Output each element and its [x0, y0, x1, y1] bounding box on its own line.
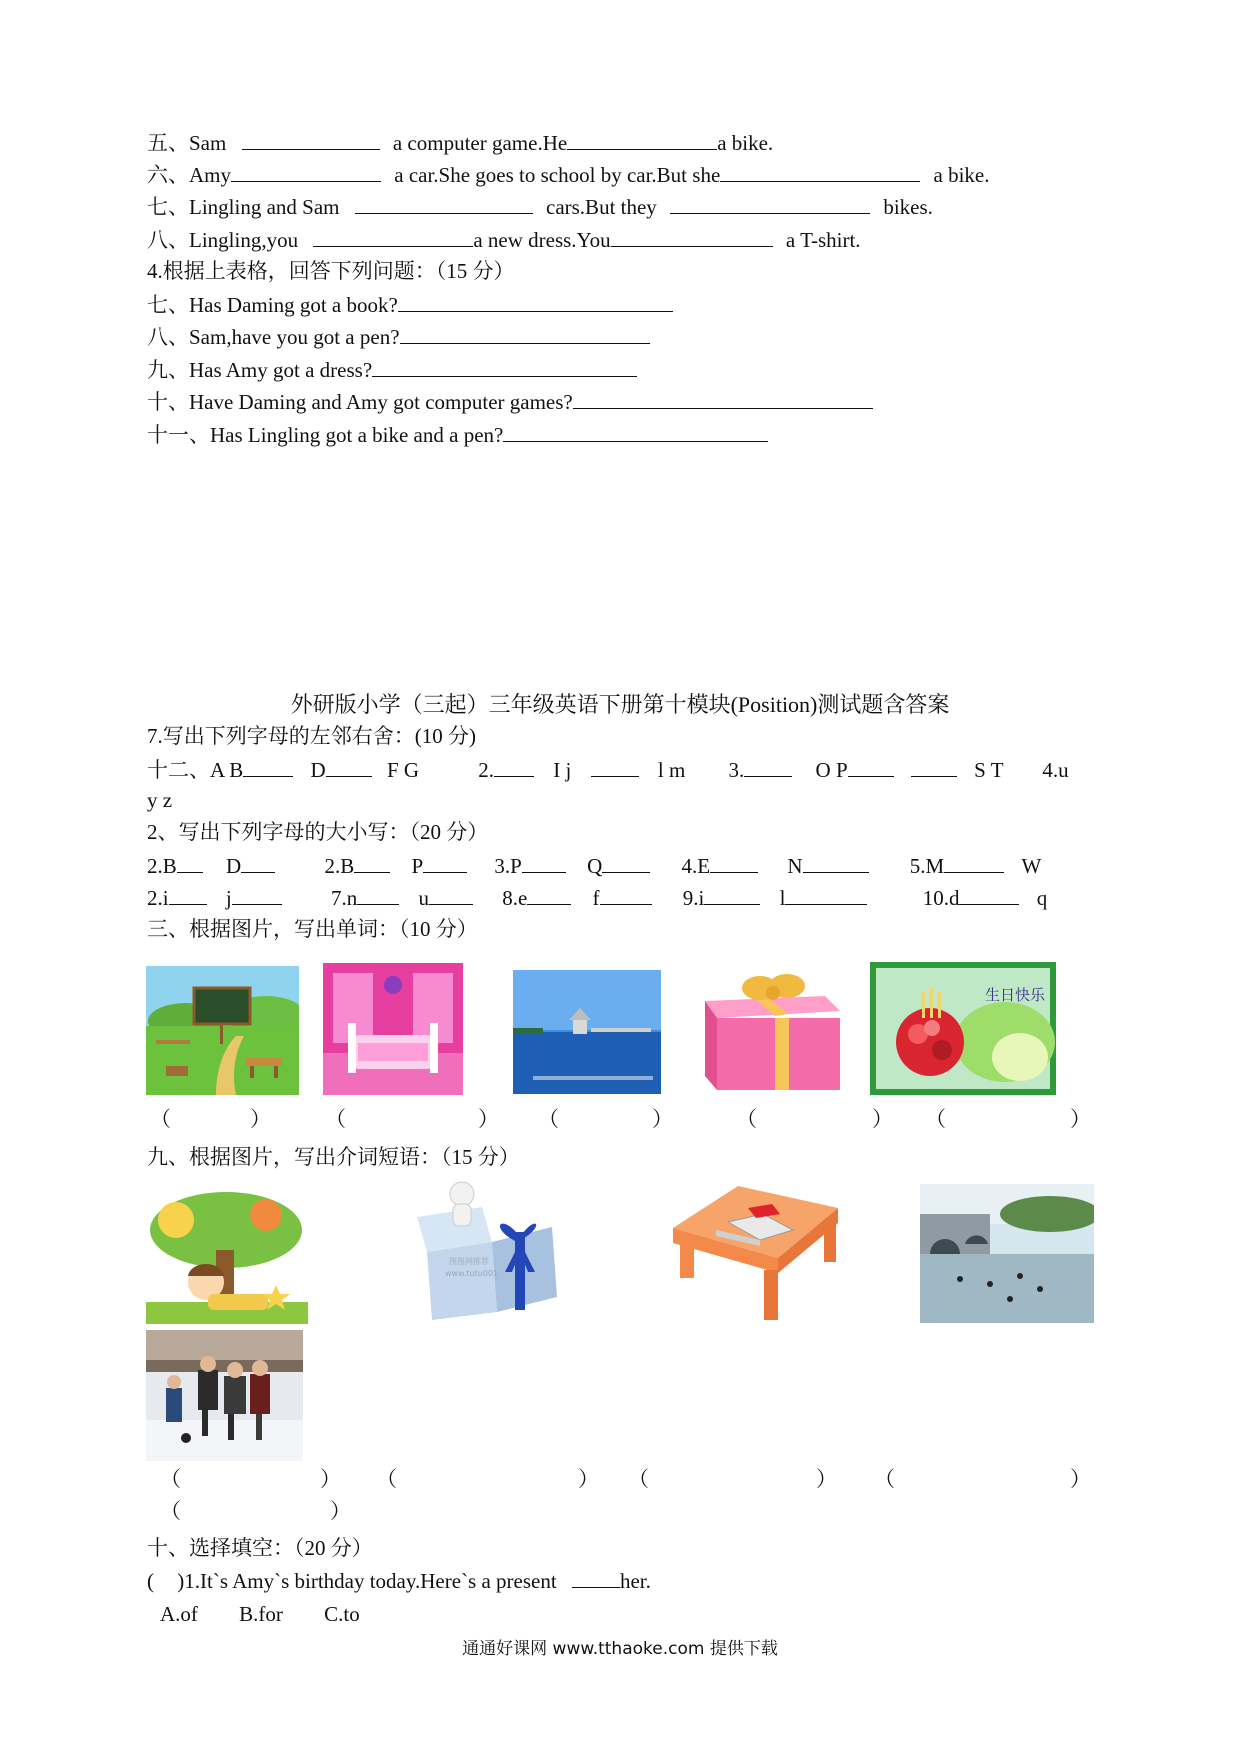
answer-blank[interactable] — [231, 161, 381, 182]
answer-blank[interactable] — [398, 291, 673, 312]
answer-blank[interactable] — [704, 884, 760, 905]
answer-blank[interactable] — [355, 193, 533, 214]
question-line: 十、Have Daming and Amy got computer games? — [147, 388, 873, 416]
section-heading: 九、根据图片，写出介词短语：（15 分） — [147, 1145, 520, 1169]
section-heading: 十、选择填空：（20 分） — [147, 1536, 373, 1560]
answer-blank[interactable] — [354, 852, 390, 873]
answer-blank[interactable] — [494, 756, 534, 777]
answer-blank[interactable] — [720, 161, 920, 182]
playground-picture — [146, 966, 299, 1095]
birthday-card-text: 生日快乐 — [985, 986, 1046, 1004]
box-picture — [387, 1172, 583, 1324]
answer-blank[interactable] — [591, 756, 639, 777]
picture-answer-row-1: （ ） （ ） （ ） （ ） （ ） — [150, 1107, 1091, 1131]
answer-blank[interactable] — [944, 852, 1004, 873]
answer-blank[interactable] — [600, 884, 652, 905]
book-on-table-picture — [668, 1178, 842, 1323]
question-line: 十一、Has Lingling got a bike and a pen? — [147, 421, 768, 449]
answer-blank[interactable] — [232, 884, 282, 905]
answer-blank[interactable] — [243, 756, 293, 777]
birthday-card-picture — [870, 962, 1056, 1095]
question-line: 九、Has Amy got a dress? — [147, 356, 637, 384]
answer-blank[interactable] — [911, 756, 957, 777]
answer-blank[interactable] — [602, 852, 650, 873]
answer-blank[interactable] — [372, 356, 637, 377]
case-row-2: 2.i j 7.n u 8.e f 9.i l 10.d q — [147, 886, 1048, 910]
answer-blank[interactable] — [803, 852, 869, 873]
answer-blank[interactable] — [326, 756, 372, 777]
letters-line: 十二、A B D F G 2. I j l m 3. O P S T 4.u — [147, 758, 1069, 782]
fill-line-8: 八、Lingling,you a new dress.You a T-shirt. — [147, 228, 861, 252]
answer-blank[interactable] — [527, 884, 571, 905]
choice-options — [160, 1600, 360, 1628]
lake-picture — [513, 970, 661, 1094]
answer-blank[interactable] — [785, 884, 867, 905]
letters-wrap: y z — [147, 788, 173, 812]
option-c[interactable]: C.to — [324, 1602, 360, 1626]
answer-blank[interactable] — [959, 884, 1019, 905]
river-bridge-picture — [920, 1184, 1094, 1323]
child-under-tree-picture — [146, 1190, 308, 1324]
option-b[interactable]: B.for — [239, 1602, 283, 1626]
answer-blank[interactable] — [522, 852, 566, 873]
case-row-1: 2.B D 2.B P 3.P Q 4.E N 5.M W — [147, 854, 1042, 878]
question-line: 七、Has Daming got a book? — [147, 291, 673, 319]
section-heading: 三、根据图片，写出单词：（10 分） — [147, 917, 478, 941]
answer-blank[interactable] — [670, 193, 870, 214]
bedroom-picture — [323, 963, 463, 1095]
fill-line-6: 六、Amy a car.She goes to school by car.But she a bike. — [147, 163, 990, 187]
section-heading: 2、写出下列字母的大小写：（20 分） — [147, 820, 489, 844]
children-playing-snow-picture — [146, 1330, 303, 1461]
option-a[interactable]: A.of — [160, 1602, 198, 1626]
section-heading: 4.根据上表格，回答下列问题：（15 分） — [147, 259, 515, 283]
fill-line-7: 七、Lingling and Sam cars.But they bikes. — [147, 195, 933, 219]
answer-blank[interactable] — [503, 421, 768, 442]
answer-blank[interactable] — [848, 756, 894, 777]
answer-blank[interactable] — [573, 388, 873, 409]
answer-blank[interactable] — [241, 852, 275, 873]
answer-blank[interactable] — [429, 884, 473, 905]
picture-answer-row-2: （ ） （ ） （ ） （ ） — [160, 1467, 1091, 1491]
answer-blank[interactable] — [357, 884, 399, 905]
answer-blank[interactable] — [169, 884, 207, 905]
answer-blank[interactable] — [710, 852, 758, 873]
answer-blank[interactable] — [313, 226, 473, 247]
answer-blank[interactable] — [177, 852, 203, 873]
section-heading: 7.写出下列字母的左邻右舍：(10 分) — [147, 724, 476, 748]
page-title: 外研版小学（三起）三年级英语下册第十模块(Position)测试题含答案 — [290, 692, 950, 717]
footer-text: 通通好课网 www.tthaoke.com 提供下载 — [462, 1639, 778, 1659]
watermark-url: www.tutu001 — [445, 1269, 499, 1278]
gift-box-picture — [695, 966, 845, 1096]
watermark-text: 图图网推荐 — [449, 1257, 489, 1266]
answer-blank[interactable] — [423, 852, 467, 873]
answer-blank[interactable] — [400, 323, 650, 344]
answer-blank[interactable] — [572, 1567, 620, 1588]
answer-blank[interactable] — [744, 756, 792, 777]
fill-line-5: 五、Sam a computer game.He a bike. — [147, 131, 774, 155]
answer-blank[interactable] — [611, 226, 773, 247]
question-line: 八、Sam,have you got a pen? — [147, 323, 650, 351]
answer-blank[interactable] — [567, 129, 717, 150]
answer-blank[interactable] — [242, 129, 380, 150]
choice-question-1: ( )1.It`s Amy`s birthday today.Here`s a present her. — [147, 1569, 651, 1593]
picture-answer-row-3: （ ） — [160, 1499, 351, 1523]
